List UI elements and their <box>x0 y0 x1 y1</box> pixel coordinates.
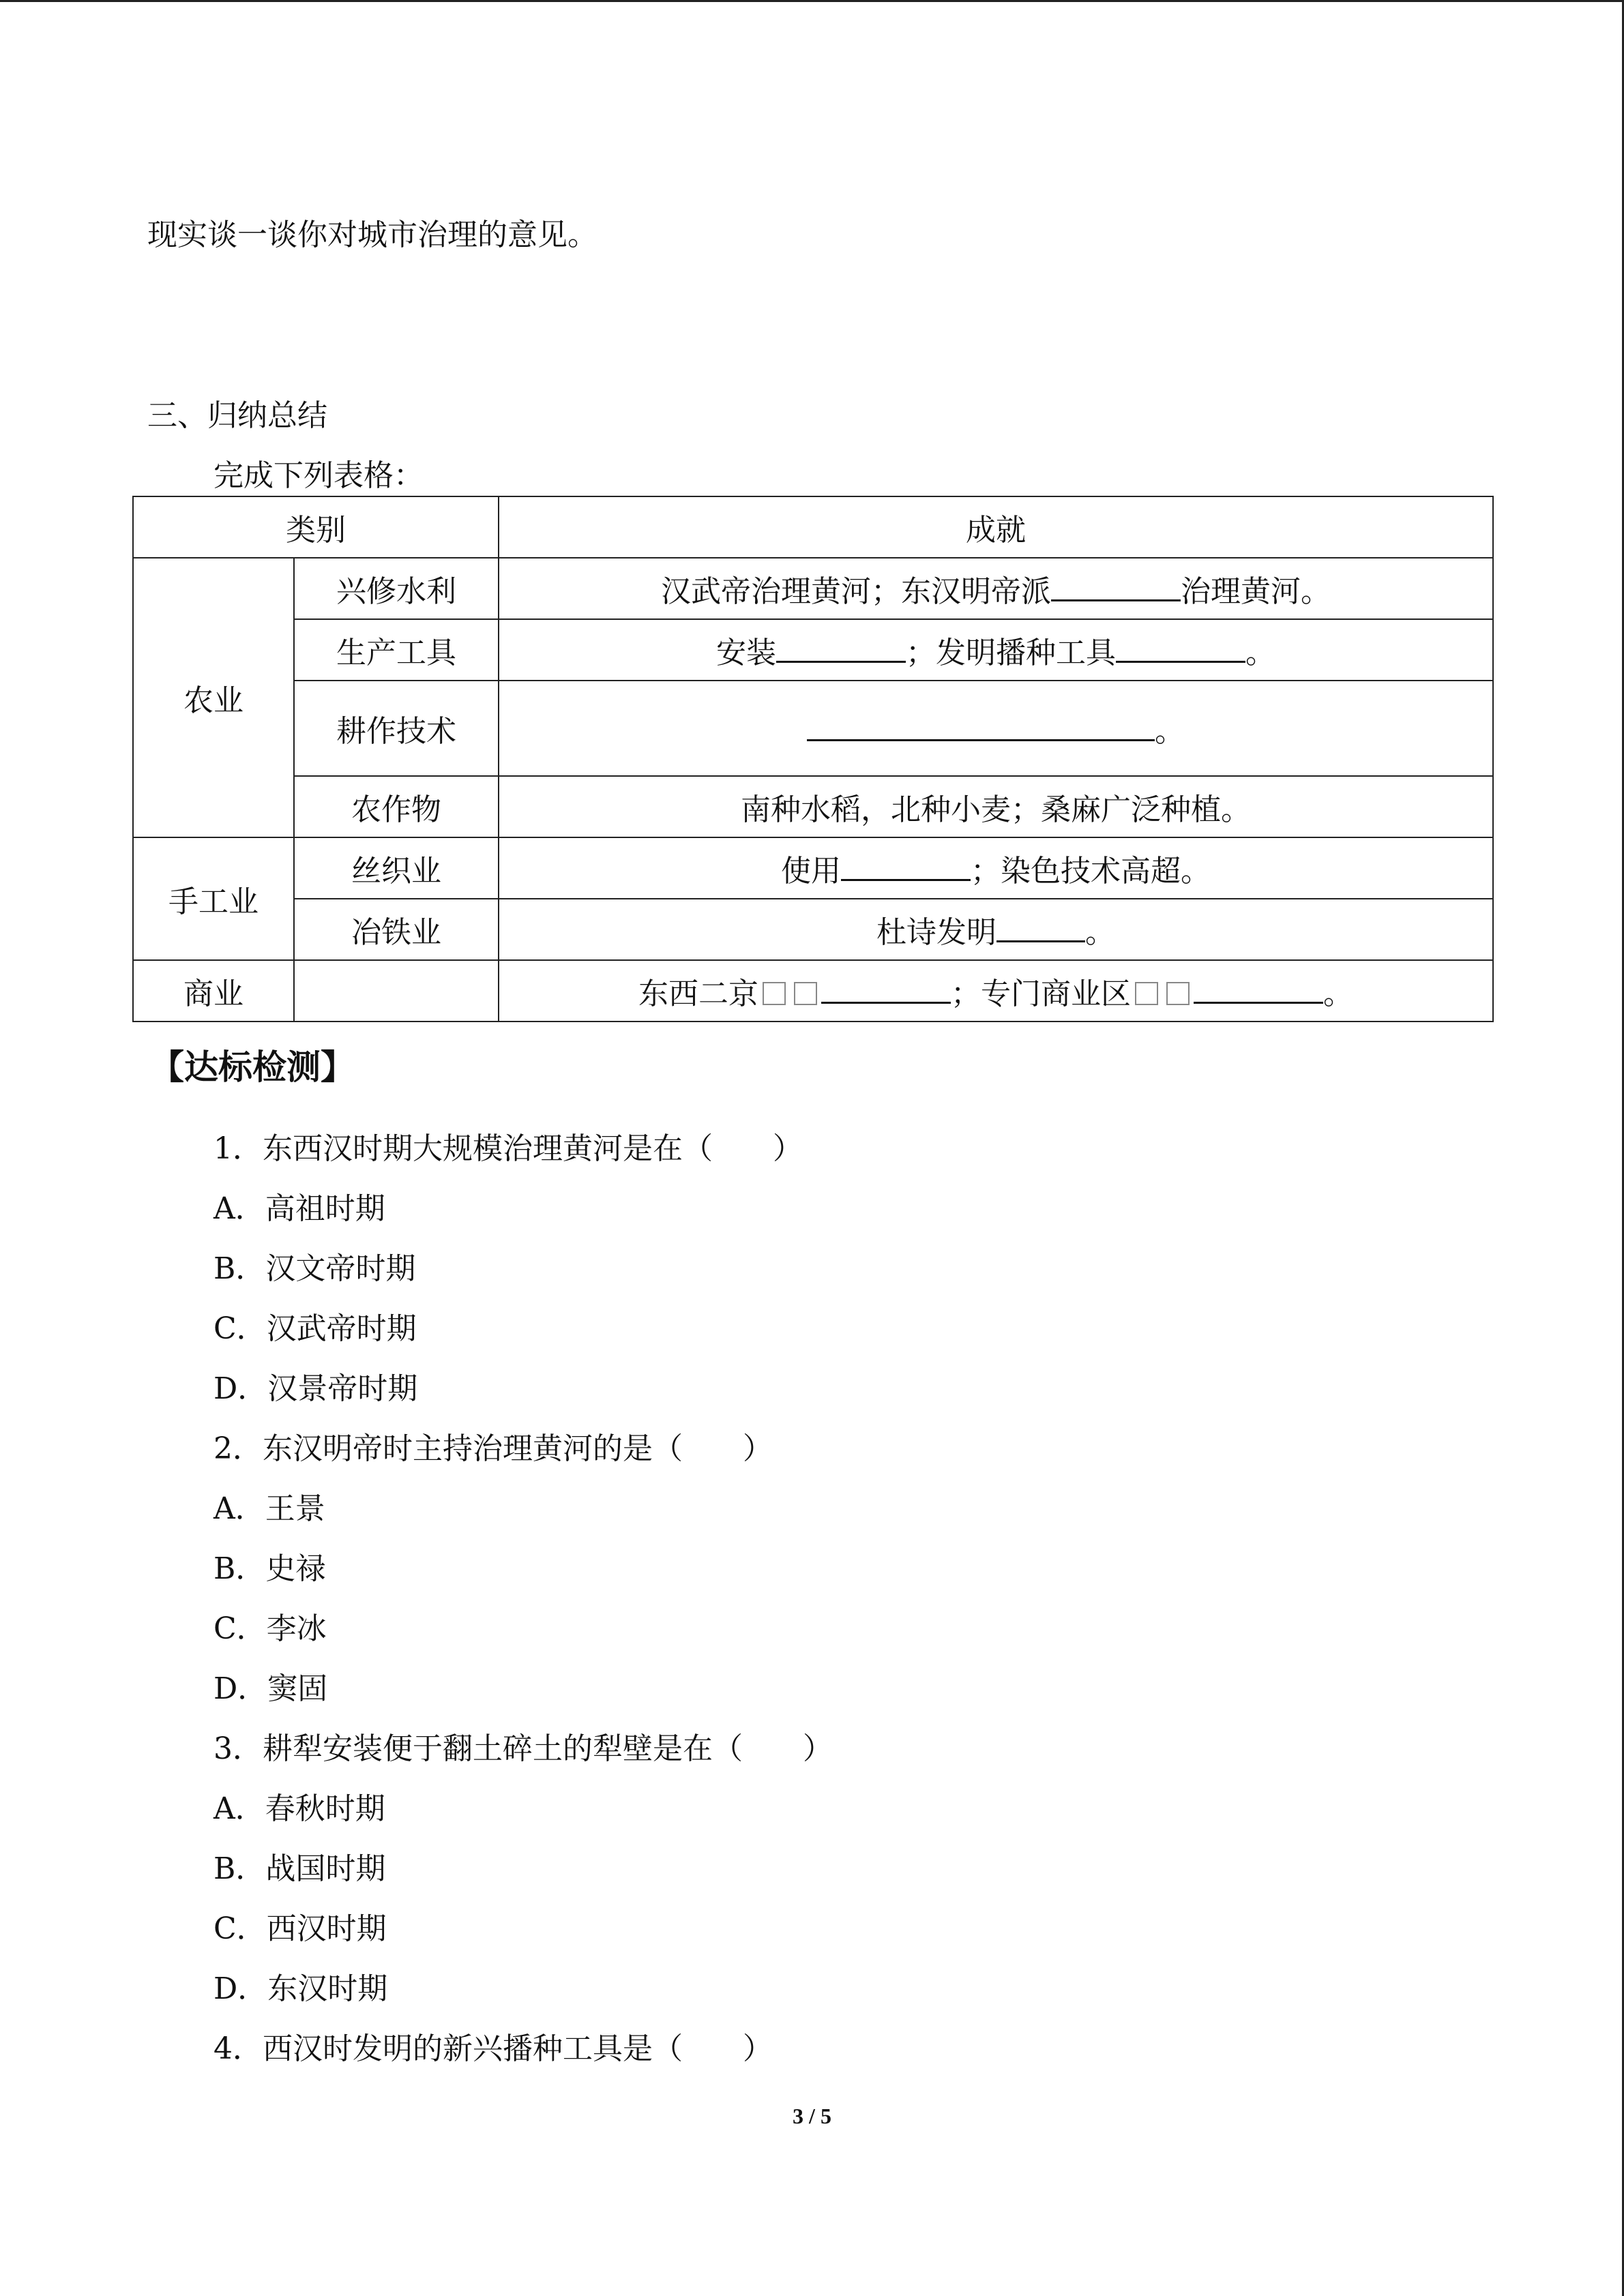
table-instruction: 完成下列表格： <box>213 458 424 493</box>
cell-silk: 使用 ；染色技术高超。 <box>499 837 1493 899</box>
sub-tech: 耕作技术 <box>294 681 499 776</box>
fill-blank[interactable] <box>1051 569 1181 601</box>
summary-table <box>132 496 1494 1022</box>
sub-commerce-empty <box>294 960 499 1022</box>
question-option[interactable]: D．汉景帝时期 <box>213 1371 418 1406</box>
fill-blank[interactable] <box>776 631 906 663</box>
fill-blank[interactable] <box>821 972 951 1004</box>
fill-blank[interactable] <box>841 849 971 881</box>
page-top-border <box>0 0 1624 2</box>
intro-text: 现实谈一谈你对城市治理的意见。 <box>147 218 597 252</box>
sub-tools: 生产工具 <box>294 619 499 681</box>
section-title: 三、归纳总结 <box>147 398 327 433</box>
square-placeholder-icon <box>794 982 817 1005</box>
quiz-title: 【达标检测】 <box>150 1047 355 1087</box>
question-stem: 1．东西汉时期大规模治理黄河是在（ ） <box>213 1131 803 1166</box>
sub-water: 兴修水利 <box>294 558 499 619</box>
table-header-row <box>133 496 1493 558</box>
header-achievement: 成就 <box>499 496 1493 558</box>
question-stem: 2．东汉明帝时主持治理黄河的是（ ） <box>213 1431 773 1466</box>
question-stem: 4．西汉时发明的新兴播种工具是（ ） <box>213 2031 773 2066</box>
question-option[interactable]: A．王景 <box>213 1491 325 1526</box>
question-option[interactable]: D．东汉时期 <box>213 1971 388 2006</box>
question-option[interactable]: B．战国时期 <box>213 1851 386 1886</box>
fill-blank[interactable] <box>1116 631 1245 663</box>
cell-trade: 东西二京 ；专门商业区 。 <box>499 960 1493 1022</box>
table-row <box>133 960 1493 1022</box>
sub-iron: 冶铁业 <box>294 899 499 960</box>
sub-silk: 丝织业 <box>294 837 499 899</box>
table-row <box>133 837 1493 899</box>
table-row <box>133 619 1493 681</box>
square-placeholder-icon <box>1166 982 1190 1005</box>
square-placeholder-icon <box>1135 982 1158 1005</box>
question-option[interactable]: C．西汉时期 <box>213 1911 387 1946</box>
cell-crops: 南种水稻，北种小麦；桑麻广泛种植。 <box>499 776 1493 837</box>
table-row <box>133 776 1493 837</box>
question-option[interactable]: B．史禄 <box>213 1551 326 1586</box>
sub-crops: 农作物 <box>294 776 499 837</box>
fill-blank[interactable] <box>996 910 1085 942</box>
question-option[interactable]: C．汉武帝时期 <box>213 1311 417 1346</box>
category-agriculture: 农业 <box>133 558 294 837</box>
question-option[interactable]: D．窦固 <box>213 1671 328 1706</box>
fill-blank[interactable] <box>1194 972 1323 1004</box>
cell-iron: 杜诗发明 。 <box>499 899 1493 960</box>
square-placeholder-icon <box>763 982 786 1005</box>
cell-tools: 安装 ；发明播种工具 。 <box>499 619 1493 681</box>
cell-tech: 。 <box>499 681 1493 776</box>
question-option[interactable]: A．春秋时期 <box>213 1791 385 1826</box>
category-handicraft: 手工业 <box>133 837 294 960</box>
header-category: 类别 <box>133 496 499 558</box>
page-number: 3 / 5 <box>793 2104 831 2128</box>
table-row <box>133 558 1493 619</box>
category-commerce: 商业 <box>133 960 294 1022</box>
question-option[interactable]: A．高祖时期 <box>213 1191 385 1226</box>
question-stem: 3．耕犁安装便于翻土碎土的犁壁是在（ ） <box>213 1731 833 1766</box>
question-option[interactable]: B．汉文帝时期 <box>213 1251 416 1286</box>
fill-blank[interactable] <box>807 709 1155 741</box>
table-row <box>133 681 1493 776</box>
cell-water: 汉武帝治理黄河；东汉明帝派 治理黄河。 <box>499 558 1493 619</box>
question-option[interactable]: C．李冰 <box>213 1611 327 1646</box>
table-row <box>133 899 1493 960</box>
